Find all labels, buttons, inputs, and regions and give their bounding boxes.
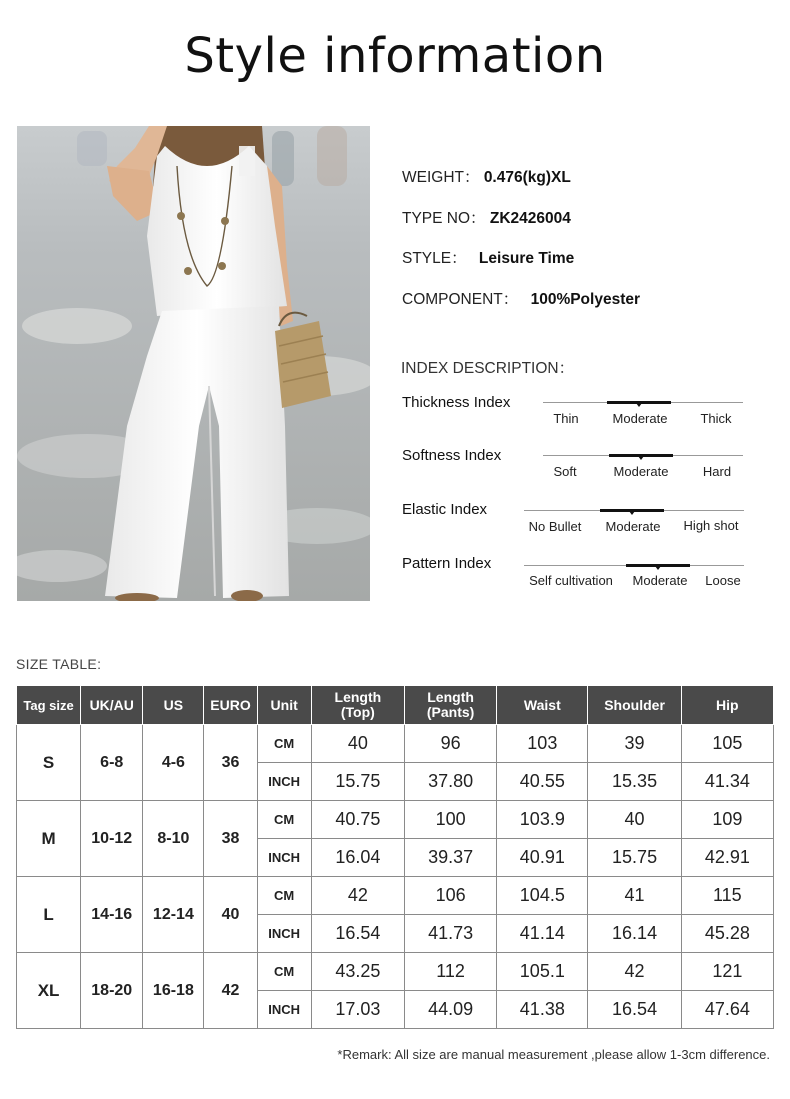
euro-cell: 40 (204, 877, 257, 953)
tag-size-cell: XL (17, 953, 81, 1029)
hip-cell: 42.91 (681, 839, 773, 877)
header-length-top (311, 686, 404, 725)
hip-cell: 121 (681, 953, 773, 991)
style-label: STYLE： (402, 250, 467, 267)
header-length-top-line1: Length (334, 689, 382, 705)
size-table (16, 685, 774, 1029)
component-value: 100%Polyester (530, 291, 641, 308)
length-top-cell: 16.04 (311, 839, 404, 877)
index-option: Self cultivation (529, 573, 613, 588)
index-selected-marker (609, 454, 673, 457)
type-no-value: ZK2426004 (489, 210, 571, 227)
header-hip: Hip (681, 686, 773, 725)
table-row (17, 725, 774, 763)
us-cell: 16-18 (143, 953, 204, 1029)
length-top-cell: 17.03 (311, 991, 404, 1029)
hip-cell: 45.28 (681, 915, 773, 953)
header-shoulder: Shoulder (588, 686, 681, 725)
length-pants-cell: 37.80 (404, 763, 496, 801)
index-option: No Bullet (528, 519, 582, 534)
waist-cell: 105.1 (497, 953, 588, 991)
header-us: US (143, 686, 204, 725)
length-pants-cell: 44.09 (404, 991, 496, 1029)
thickness-index (402, 394, 752, 434)
elastic-index (402, 501, 752, 541)
product-photo (17, 126, 370, 601)
header-euro: EURO (204, 686, 257, 725)
waist-cell: 103 (497, 725, 588, 763)
index-selected-marker (607, 401, 671, 404)
style-value: Leisure Time (478, 250, 575, 267)
shoulder-cell: 15.35 (588, 763, 681, 801)
index-name: Softness Index (402, 447, 502, 464)
unit-cell: CM (257, 801, 311, 839)
us-cell: 12-14 (143, 877, 204, 953)
unit-cell: CM (257, 953, 311, 991)
length-top-cell: 15.75 (311, 763, 404, 801)
waist-cell: 40.91 (497, 839, 588, 877)
euro-cell: 38 (204, 801, 257, 877)
hip-cell: 47.64 (681, 991, 773, 1029)
index-option: Hard (702, 464, 732, 479)
index-name: Thickness Index (402, 394, 511, 411)
index-option: High shot (683, 518, 739, 533)
waist-cell: 41.38 (497, 991, 588, 1029)
index-name: Pattern Index (402, 555, 492, 572)
index-option: Loose (705, 573, 741, 588)
hip-cell: 109 (681, 801, 773, 839)
waist-cell: 41.14 (497, 915, 588, 953)
unit-cell: CM (257, 725, 311, 763)
index-option: Soft (553, 464, 577, 479)
length-pants-cell: 96 (404, 725, 496, 763)
weight-value: 0.476(kg)XL (483, 169, 571, 186)
component-line (402, 287, 640, 309)
header-waist: Waist (497, 686, 588, 725)
length-pants-cell: 39.37 (404, 839, 496, 877)
length-pants-cell: 41.73 (404, 915, 496, 953)
table-row (17, 877, 774, 915)
model-photo-illustration (17, 126, 370, 601)
waist-cell: 103.9 (497, 801, 588, 839)
table-row (17, 953, 774, 991)
shoulder-cell: 15.75 (588, 839, 681, 877)
hip-cell: 41.34 (681, 763, 773, 801)
shoulder-cell: 16.54 (588, 991, 681, 1029)
weight-line (402, 165, 571, 187)
unit-cell: INCH (257, 915, 311, 953)
length-top-cell: 43.25 (311, 953, 404, 991)
euro-cell: 42 (204, 953, 257, 1029)
us-cell: 4-6 (143, 725, 204, 801)
index-selected-marker (600, 509, 664, 512)
index-option-selected: Moderate (632, 573, 688, 588)
uk-au-cell: 6-8 (81, 725, 143, 801)
shoulder-cell: 40 (588, 801, 681, 839)
header-length-pants-line1: Length (427, 689, 474, 705)
header-length-top-line2: (Top) (340, 704, 375, 720)
length-top-cell: 40.75 (311, 801, 404, 839)
uk-au-cell: 10-12 (81, 801, 143, 877)
header-uk-au: UK/AU (81, 686, 143, 725)
unit-cell: CM (257, 877, 311, 915)
uk-au-cell: 14-16 (81, 877, 143, 953)
index-description-heading: INDEX DESCRIPTION： (401, 360, 575, 377)
index-option-selected: Moderate (612, 411, 668, 426)
type-no-label: TYPE NO： (402, 210, 486, 227)
remark-note: *Remark: All size are manual measurement ,please allow 1-3cm difference. (337, 1047, 770, 1062)
tag-size-cell: S (17, 725, 81, 801)
table-row (17, 801, 774, 839)
index-option: Thin (553, 411, 579, 426)
euro-cell: 36 (204, 725, 257, 801)
hip-cell: 115 (681, 877, 773, 915)
waist-cell: 40.55 (497, 763, 588, 801)
shoulder-cell: 42 (588, 953, 681, 991)
header-length-pants (404, 686, 496, 725)
table-header-row (17, 686, 774, 725)
length-top-cell: 16.54 (311, 915, 404, 953)
shoulder-cell: 16.14 (588, 915, 681, 953)
length-pants-cell: 100 (404, 801, 496, 839)
shoulder-cell: 41 (588, 877, 681, 915)
hip-cell: 105 (681, 725, 773, 763)
tag-size-cell: M (17, 801, 81, 877)
length-top-cell: 40 (311, 725, 404, 763)
unit-cell: INCH (257, 763, 311, 801)
page-title: Style information (184, 28, 606, 84)
us-cell: 8-10 (143, 801, 204, 877)
length-top-cell: 42 (311, 877, 404, 915)
header-tag-size: Tag size (17, 686, 81, 725)
softness-index (402, 447, 752, 487)
header-unit: Unit (257, 686, 311, 725)
unit-cell: INCH (257, 991, 311, 1029)
unit-cell: INCH (257, 839, 311, 877)
type-no-line (402, 206, 571, 228)
pattern-index (402, 555, 752, 595)
index-option: Thick (700, 411, 732, 426)
weight-label: WEIGHT： (402, 169, 480, 186)
index-name: Elastic Index (402, 501, 488, 518)
shoulder-cell: 39 (588, 725, 681, 763)
component-label: COMPONENT： (402, 291, 519, 308)
index-selected-marker (626, 564, 690, 567)
header-length-pants-line2: (Pants) (426, 704, 475, 720)
uk-au-cell: 18-20 (81, 953, 143, 1029)
index-option-selected: Moderate (613, 464, 669, 479)
length-pants-cell: 112 (404, 953, 496, 991)
waist-cell: 104.5 (497, 877, 588, 915)
index-option-selected: Moderate (605, 519, 661, 534)
length-pants-cell: 106 (404, 877, 496, 915)
style-line (402, 246, 574, 268)
size-table-heading: SIZE TABLE: (16, 656, 102, 672)
tag-size-cell: L (17, 877, 81, 953)
